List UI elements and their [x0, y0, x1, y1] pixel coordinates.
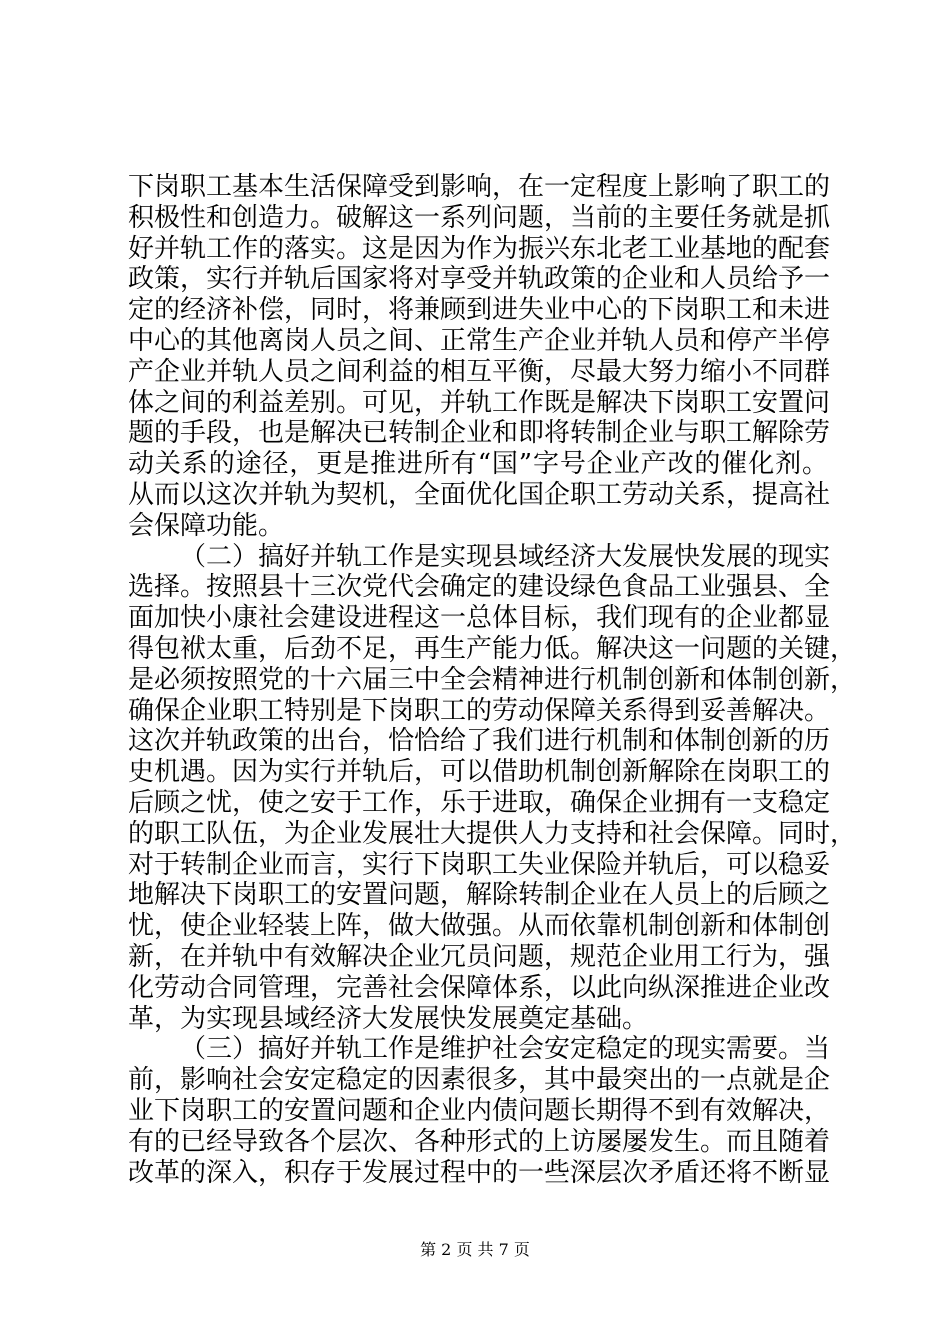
page-number: 第 2 页 共 7 页	[420, 1240, 530, 1259]
text-line: 地解决下岗职工的安置问题，解除转制企业在人员上的后顾之	[128, 880, 831, 911]
text-line: 会保障功能。	[128, 510, 285, 541]
text-line: 忧，使企业轻装上阵，做大做强。从而依靠机制创新和体制创	[128, 911, 831, 942]
text-line: 史机遇。因为实行并轨后，可以借助机制创新解除在岗职工的	[128, 757, 831, 788]
text-line: 政策，实行并轨后国家将对享受并轨政策的企业和人员给予一	[128, 264, 831, 295]
text-line: 动关系的途径，更是推进所有“国”字号企业产改的催化剂。	[128, 449, 828, 480]
text-line: 革，为实现县域经济大发展快发展奠定基础。	[128, 1003, 649, 1034]
text-line: 好并轨工作的落实。这是因为作为振兴东北老工业基地的配套	[128, 233, 831, 264]
text-line: 化劳动合同管理，完善社会保障体系，以此向纵深推进企业改	[128, 972, 831, 1003]
text-line: 面加快小康社会建设进程这一总体目标，我们现有的企业都显	[128, 603, 831, 634]
text-line: 得包袱太重，后劲不足，再生产能力低。解决这一问题的关键，	[128, 633, 857, 664]
text-line: 积极性和创造力。破解这一系列问题，当前的主要任务就是抓	[128, 202, 831, 233]
text-line: 的职工队伍，为企业发展壮大提供人力支持和社会保障。同时，	[128, 818, 857, 849]
paragraph	[128, 172, 831, 542]
text-line: 题的手段，也是解决已转制企业和即将转制企业与职工解除劳	[128, 418, 831, 449]
text-line: 这次并轨政策的出台，恰恰给了我们进行机制和体制创新的历	[128, 726, 831, 757]
text-line: 后顾之忧，使之安于工作，乐于进取，确保企业拥有一支稳定	[128, 787, 831, 818]
text-line: 确保企业职工特别是下岗职工的劳动保障关系得到妥善解决。	[128, 695, 831, 726]
text-line: 改革的深入，积存于发展过程中的一些深层次矛盾还将不断显	[128, 1157, 831, 1188]
text-line: 业下岗职工的安置问题和企业内债问题长期得不到有效解决，	[128, 1095, 831, 1126]
text-line: 从而以这次并轨为契机，全面优化国企职工劳动关系，提高社	[128, 479, 831, 510]
text-line: 是必须按照党的十六届三中全会精神进行机制创新和体制创新，	[128, 664, 857, 695]
text-line: 新，在并轨中有效解决企业冗员问题，规范企业用工行为，强	[128, 941, 831, 972]
text-line: （三）搞好并轨工作是维护社会安定稳定的现实需要。当	[180, 1034, 831, 1065]
text-line: 中心的其他离岗人员之间、正常生产企业并轨人员和停产半停	[128, 325, 831, 356]
text-line: 有的已经导致各个层次、各种形式的上访屡屡发生。而且随着	[128, 1126, 831, 1157]
text-line: 定的经济补偿，同时，将兼顾到进失业中心的下岗职工和未进	[128, 295, 831, 326]
page-footer	[0, 1240, 950, 1260]
text-line: （二）搞好并轨工作是实现县域经济大发展快发展的现实	[180, 541, 831, 572]
paragraph	[128, 1034, 831, 1188]
text-line: 选择。按照县十三次党代会确定的建设绿色食品工业强县、全	[128, 572, 831, 603]
text-line: 体之间的利益差别。可见，并轨工作既是解决下岗职工安置问	[128, 387, 831, 418]
paragraph	[128, 541, 857, 1035]
text-line: 对于转制企业而言，实行下岗职工失业保险并轨后，可以稳妥	[128, 849, 831, 880]
text-line: 产企业并轨人员之间利益的相互平衡，尽最大努力缩小不同群	[128, 356, 831, 387]
text-line: 下岗职工基本生活保障受到影响，在一定程度上影响了职工的	[128, 172, 831, 202]
text-line: 前，影响社会安定稳定的因素很多，其中最突出的一点就是企	[128, 1065, 831, 1096]
document-body	[128, 172, 857, 1188]
